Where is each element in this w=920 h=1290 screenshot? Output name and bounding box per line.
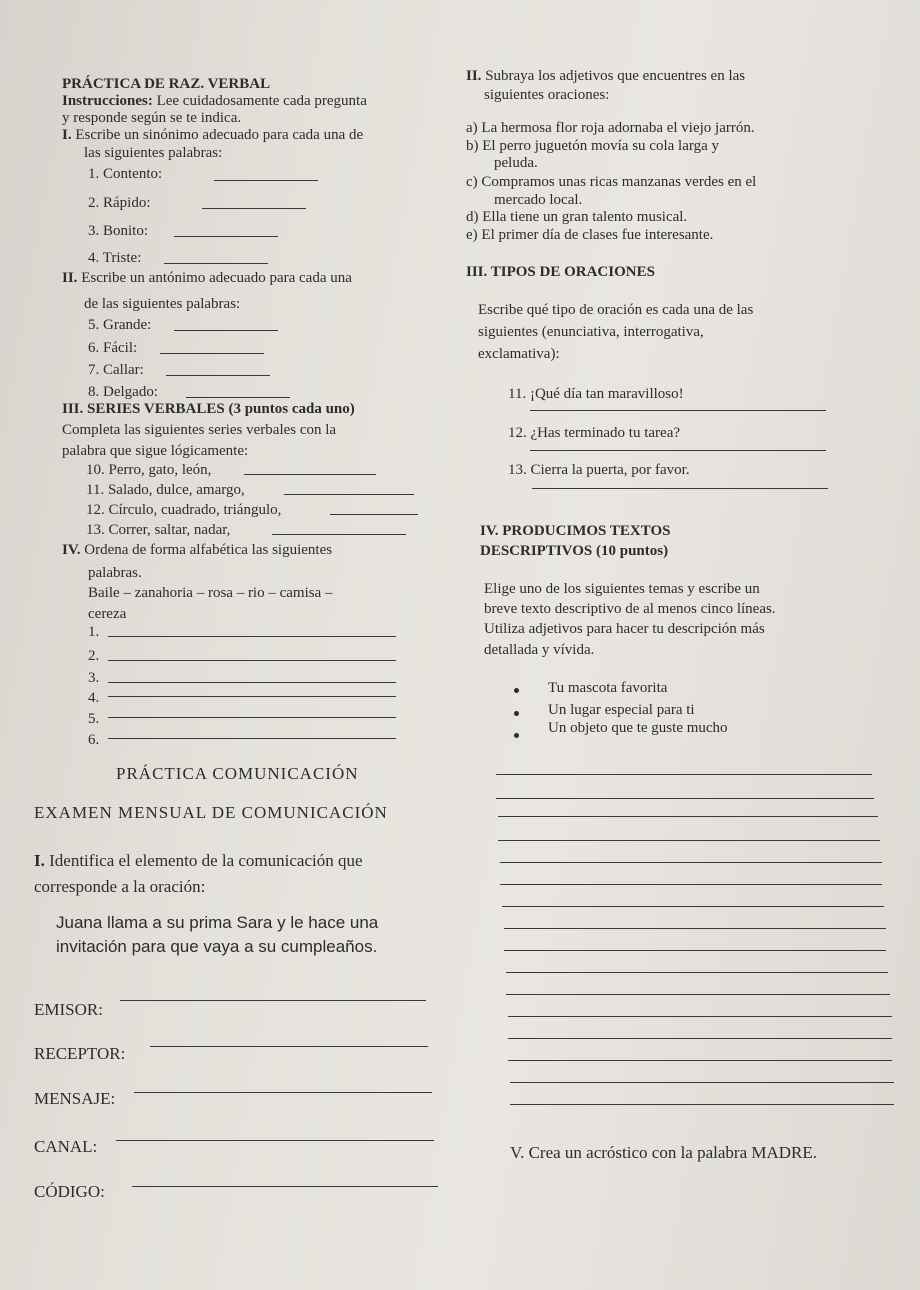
writing-line[interactable] (500, 862, 882, 863)
field-mensaje: MENSAJE: (34, 1089, 116, 1108)
instructions-line-2: y responde según se te indica. (62, 110, 242, 126)
section-number: IV. (62, 542, 81, 558)
bullet-icon (514, 711, 519, 716)
writing-line[interactable] (496, 774, 872, 775)
section-descriptive-title-1: IV. PRODUCIMOS TEXTOS (480, 523, 671, 539)
answer-line-order-1[interactable] (108, 636, 396, 637)
field-emisor: EMISOR: (34, 1000, 103, 1019)
answer-line-order-2[interactable] (108, 660, 396, 661)
section-order-line-2: palabras. (88, 565, 142, 581)
example-sentence-line-1: Juana llama a su prima Sara y le hace una (56, 913, 379, 932)
section-text: Escribe un antónimo adecuado para cada una (77, 270, 352, 286)
example-sentence-line-2: invitación para que vaya a su cumpleaños. (56, 937, 378, 956)
section-order-heading (62, 542, 332, 559)
writing-line[interactable] (498, 840, 880, 841)
section-text: Identifica el elemento de la comunicación que (44, 851, 363, 870)
order-item-1: 1. (88, 624, 100, 640)
bullet-icon (514, 733, 519, 738)
section-number: I. (62, 127, 72, 143)
instructions-text: Lee cuidadosamente cada pregunta (152, 93, 367, 109)
synonym-item-3: 3. Bonito: (88, 223, 149, 239)
field-canal: CANAL: (34, 1137, 98, 1156)
answer-line-order-3[interactable] (108, 682, 396, 683)
answer-line-antonym-6[interactable] (160, 353, 264, 354)
adjective-sentence-c: c) Compramos unas ricas manzanas verdes en el (466, 174, 757, 190)
section-antonyms-heading (62, 270, 352, 287)
descriptive-instructions-2: breve texto descriptivo de al menos cinco líneas. (484, 601, 776, 617)
answer-line-order-4[interactable] (108, 696, 396, 697)
answer-line-synonym-3[interactable] (174, 236, 278, 237)
writing-line[interactable] (506, 972, 888, 973)
section-sentence-types-line-3: exclamativa): (478, 346, 560, 362)
section-text: Ordena de forma alfabética las siguientes (80, 542, 333, 558)
section-text: Escribe un sinónimo adecuado para cada una de (71, 127, 364, 143)
instructions-label: Instrucciones: (62, 93, 153, 109)
series-item-10: 10. Perro, gato, león, (86, 462, 212, 478)
section-antonyms-line-2: de las siguientes palabras: (84, 296, 241, 312)
worksheet-title: PRÁCTICA DE RAZ. VERBAL (62, 76, 271, 92)
answer-line-emisor[interactable] (120, 1000, 426, 1001)
order-item-2: 2. (88, 648, 100, 664)
antonym-item-8: 8. Delgado: (88, 384, 158, 400)
section-series-line-2: palabra que sigue lógicamente: (62, 443, 249, 459)
series-item-12: 12. Círculo, cuadrado, triángulo, (86, 502, 282, 518)
communication-practice-title: PRÁCTICA COMUNICACIÓN (116, 764, 359, 783)
writing-line[interactable] (508, 1016, 892, 1017)
field-codigo: CÓDIGO: (34, 1182, 105, 1201)
answer-line-sentence-type-12[interactable] (530, 450, 826, 451)
synonym-item-4: 4. Triste: (88, 250, 142, 266)
section-sentence-types-title: III. TIPOS DE ORACIONES (466, 264, 655, 280)
section-series-line-1: Completa las siguientes series verbales con la (62, 422, 337, 438)
writing-line[interactable] (496, 798, 874, 799)
answer-line-series-10[interactable] (244, 474, 376, 475)
section-descriptive-title-2: DESCRIPTIVOS (10 puntos) (480, 543, 669, 559)
section-text: Subraya los adjetivos que encuentres en las (481, 68, 746, 84)
writing-line[interactable] (500, 884, 882, 885)
answer-line-codigo[interactable] (132, 1186, 438, 1187)
writing-line[interactable] (498, 816, 878, 817)
writing-line[interactable] (506, 994, 890, 995)
topic-object: Un objeto que te guste mucho (548, 720, 728, 736)
word-list-line-1: Baile – zanahoria – rosa – rio – camisa – (88, 585, 333, 601)
answer-line-synonym-1[interactable] (214, 180, 318, 181)
section-number: II. (62, 270, 78, 286)
topic-place: Un lugar especial para ti (548, 702, 695, 718)
series-item-11: 11. Salado, dulce, amargo, (86, 482, 245, 498)
section-synonyms-heading (62, 127, 363, 144)
order-item-5: 5. (88, 711, 100, 727)
synonym-item-2: 2. Rápido: (88, 195, 151, 211)
synonym-item-1: 1. Contento: (88, 166, 163, 182)
sentence-type-item-12: 12. ¿Has terminado tu tarea? (508, 425, 681, 441)
answer-line-synonym-4[interactable] (164, 263, 268, 264)
descriptive-instructions-3: Utiliza adjetivos para hacer tu descripción más (484, 621, 765, 637)
answer-line-order-5[interactable] (108, 717, 396, 718)
answer-line-series-13[interactable] (272, 534, 406, 535)
section-acrostic-title: V. Crea un acróstico con la palabra MADRE. (510, 1143, 818, 1162)
section-adjectives-heading (466, 68, 745, 85)
topic-pet: Tu mascota favorita (548, 680, 668, 696)
answer-line-antonym-8[interactable] (186, 397, 290, 398)
word-list-line-2: cereza (88, 606, 127, 622)
sentence-type-item-13: 13. Cierra la puerta, por favor. (508, 462, 690, 478)
field-receptor: RECEPTOR: (34, 1044, 126, 1063)
answer-line-order-6[interactable] (108, 738, 396, 739)
communication-elements-heading (34, 852, 363, 869)
answer-line-canal[interactable] (116, 1140, 434, 1141)
writing-line[interactable] (504, 950, 886, 951)
answer-line-antonym-5[interactable] (174, 330, 278, 331)
answer-line-series-11[interactable] (284, 494, 414, 495)
answer-line-mensaje[interactable] (134, 1092, 432, 1093)
series-item-13: 13. Correr, saltar, nadar, (86, 522, 231, 538)
antonym-item-5: 5. Grande: (88, 317, 152, 333)
exam-title: EXAMEN MENSUAL DE COMUNICACIÓN (34, 803, 388, 822)
answer-line-series-12[interactable] (330, 514, 418, 515)
antonym-item-6: 6. Fácil: (88, 340, 138, 356)
section-sentence-types-line-1: Escribe qué tipo de oración es cada una de las (478, 302, 754, 318)
answer-line-sentence-type-11[interactable] (530, 410, 826, 411)
section-series-title: III. SERIES VERBALES (3 puntos cada uno) (62, 401, 355, 417)
antonym-item-7: 7. Callar: (88, 362, 144, 378)
section-number: I. (34, 851, 45, 870)
writing-line[interactable] (510, 1104, 894, 1105)
adjective-sentence-d: d) Ella tiene un gran talento musical. (466, 209, 688, 225)
writing-line[interactable] (508, 1060, 892, 1061)
answer-line-synonym-2[interactable] (202, 208, 306, 209)
adjective-sentence-a: a) La hermosa flor roja adornaba el viejo jarrón. (466, 120, 755, 136)
writing-line[interactable] (510, 1082, 894, 1083)
descriptive-instructions-4: detallada y vívida. (484, 642, 595, 658)
section-synonyms-line-2: las siguientes palabras: (84, 145, 223, 161)
writing-line[interactable] (502, 906, 884, 907)
descriptive-instructions-1: Elige uno de los siguientes temas y escribe un (484, 581, 760, 597)
answer-line-sentence-type-13[interactable] (532, 488, 828, 489)
instructions (62, 93, 367, 110)
adjective-sentence-c-cont: mercado local. (494, 192, 583, 208)
writing-line[interactable] (508, 1038, 892, 1039)
sentence-type-item-11: 11. ¡Qué día tan maravilloso! (508, 386, 684, 402)
section-adjectives-line-2: siguientes oraciones: (484, 87, 610, 103)
writing-line[interactable] (504, 928, 886, 929)
order-item-3: 3. (88, 670, 100, 686)
section-sentence-types-line-2: siguientes (enunciativa, interrogativa, (478, 324, 704, 340)
section-number: II. (466, 68, 482, 84)
adjective-sentence-e: e) El primer día de clases fue interesante. (466, 227, 714, 243)
adjective-sentence-b: b) El perro juguetón movía su cola larga y (466, 138, 719, 154)
answer-line-receptor[interactable] (150, 1046, 428, 1047)
order-item-4: 4. (88, 690, 100, 706)
adjective-sentence-b-cont: peluda. (494, 155, 538, 171)
bullet-icon (514, 688, 519, 693)
answer-line-antonym-7[interactable] (166, 375, 270, 376)
communication-elements-line-2: corresponde a la oración: (34, 877, 206, 896)
order-item-6: 6. (88, 732, 100, 748)
